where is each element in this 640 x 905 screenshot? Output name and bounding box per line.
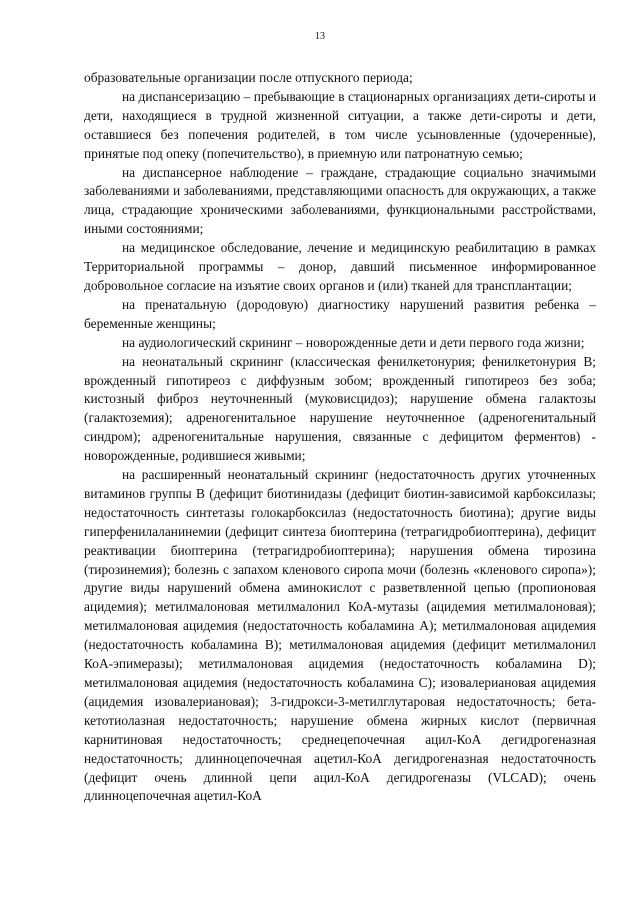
paragraph-dispansernoe-nablyudenie: на диспансерное наблюдение – граждане, страдающие социально значимыми заболеваниями и заболеваниями, представляющими опасность для окружающих, а также лица, страдающие хроническими заболеваниями, функциональными расстройствами, иными состояниями; <box>84 164 596 237</box>
paragraph-neonatal-screening: на неонатальный скрининг (классическая фенилкетонурия; фенилкетонурия B; врожденный гипотиреоз с диффузным зобом; врожденный гипотиреоз без зоба; кистозный фиброз неуточненный (муковисцидоз); нарушение обмена галактозы (галактоземия); адреногенитальное нарушение неуточненное (адреногенитальный синдром); адреногенитальные нарушения, связанные с дефицитом ферментов) - новорожденные, родившиеся живыми; <box>84 353 596 464</box>
paragraph-extended-neonatal-screening: на расширенный неонатальный скрининг (недостаточность других уточненных витаминов группы B (дефицит биотинидазы (дефицит биотин-зависимой карбоксилазы; недостаточность синтетазы голокарбоксилаз (недостаточность биотина); другие виды гиперфенилаланинемии (дефицит синтеза биоптерина (тетрагидробиоптерина), дефицит реактивации биоптерина (тетрагидробиоптерина); нарушения обмена тирозина (тирозинемия); болезнь с запахом кленового сиропа мочи (болезнь «кленового сиропа»); другие виды нарушений обмена аминокислот с разветвленной цепью (пропионовая ацидемия); метилмалоновая метилмалонил КоА-мутазы (ацидемия метилмалоновая); метилмалоновая ацидемия (недостаточность кобаламина A); метилмалоновая ацидемия (недостаточность кобаламина B); метилмалоновая ацидемия (дефицит метилмалонил КоА-эпимеразы); метилмалоновая ацидемия (недостаточность кобаламина D); метилмалоновая ацидемия (недостаточность кобаламина C); изовалериановая ацидемия (ацидемия изовалериановая); 3-гидрокси-3-метилглутаровая недостаточность; бета-кетотиолазная недостаточность; нарушение обмена жирных кислот (первичная карнитиновая недостаточность; среднецепочечная ацил-КоА дегидрогеназная недостаточность; длинноцепочечная ацетил-КоА дегидрогеназная недостаточность (дефицит очень длинной цепи ацил-КоА дегидрогеназы (VLCAD); очень длинноцепочечная ацетил-КоА <box>84 467 596 804</box>
paragraph-continuation: образовательные организации после отпускного периода; <box>84 70 413 85</box>
document-body <box>84 69 596 806</box>
paragraph-prenatal-diagnostics: на пренатальную (дородовую) диагностику нарушений развития ребенка – беременные женщины; <box>84 296 596 331</box>
page-number: 13 <box>315 31 325 42</box>
paragraph-medical-examination-donor: на медицинское обследование, лечение и медицинскую реабилитацию в рамках Территориальной программы – донор, давший письменное информированное добровольное согласие на изъятие своих органов и (или) тканей для трансплантации; <box>84 240 596 293</box>
paragraph-dispanserizatsiya: на диспансеризацию – пребывающие в стационарных организациях дети-сироты и дети, находящиеся в трудной жизненной ситуации, а также дети-сироты и дети, оставшиеся без попечения родителей, в том числе усыновленные (удочеренные), принятые под опеку (попечительство), в приемную или патронатную семью; <box>84 88 596 161</box>
paragraph-audiology-screening: на аудиологический скрининг – новорожденные дети и дети первого года жизни; <box>122 334 585 350</box>
